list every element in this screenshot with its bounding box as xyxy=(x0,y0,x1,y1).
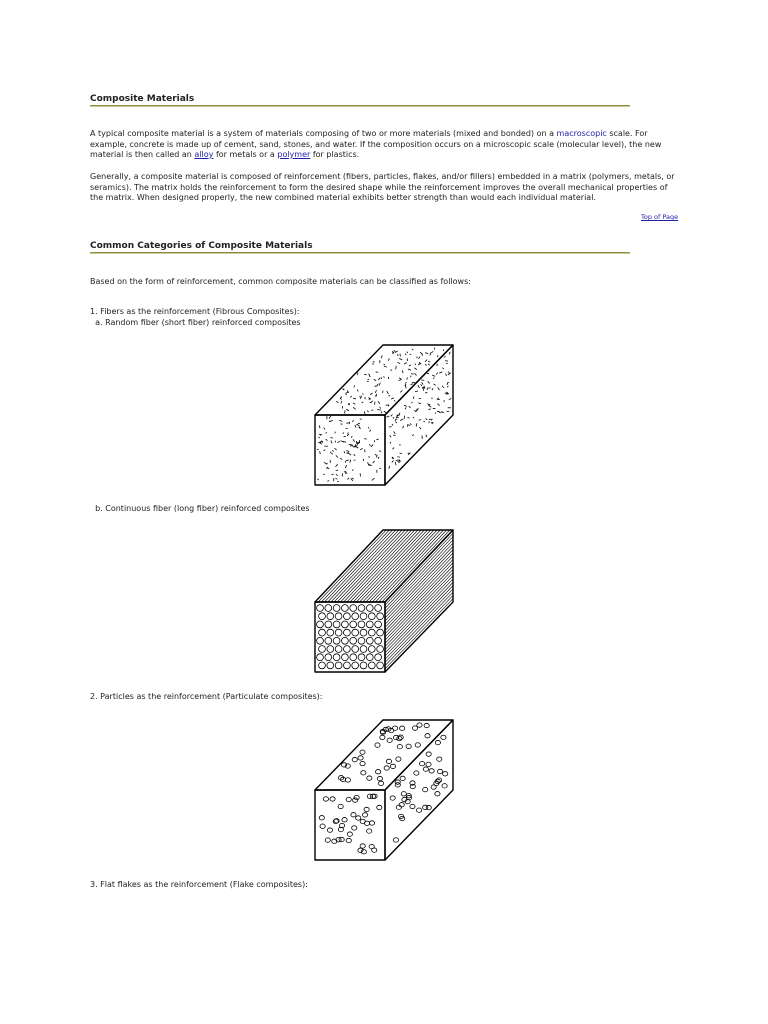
item-continuous-fiber: b. Continuous fiber (long fiber) reinforced composites xyxy=(90,504,310,513)
section-title-common-categories: Common Categories of Composite Materials xyxy=(90,241,313,251)
paragraph-intro: A typical composite material is a system of materials composing of two or more materials (mixed and bonded) on a macroscopic scale. For example, concrete is made up of cement, sand, stones, and water. If the composition occurs on a microscopic scale (molecular level), the new material is then called an alloy for metals or a polymer for plastics. xyxy=(90,129,662,159)
item-random-fiber: a. Random fiber (short fiber) reinforced composites xyxy=(90,318,301,327)
random-short-fiber-cube-diagram xyxy=(310,340,460,490)
categories-intro: Based on the form of reinforcement, common composite materials can be classified as follows: xyxy=(90,277,471,286)
continuous-long-fiber-cube-diagram xyxy=(310,526,460,676)
item-flake-composites: 3. Flat flakes as the reinforcement (Flake composites): xyxy=(90,880,308,889)
section-divider xyxy=(90,105,630,107)
section-title-composite-materials: Composite Materials xyxy=(90,94,195,104)
item-particulate-composites: 2. Particles as the reinforcement (Particulate composites): xyxy=(90,692,323,701)
top-of-page-link[interactable]: Top of Page xyxy=(641,213,679,221)
item-fibrous-composites: 1. Fibers as the reinforcement (Fibrous Composites): xyxy=(90,307,300,316)
alloy-link[interactable]: alloy xyxy=(194,150,214,159)
particulate-cube-diagram xyxy=(310,714,460,864)
polymer-link[interactable]: polymer xyxy=(277,150,311,159)
macroscopic-link[interactable]: macroscopic xyxy=(556,129,607,138)
section-divider xyxy=(90,252,630,254)
paragraph-general: Generally, a composite material is composed of reinforcement (fibers, particles, flakes, and/or fillers) embedded in a matrix (polymers, metals, or seramics). The matrix holds the reinforcement to form the desired shape while the reinforcement improves the overall mechanical properties of the matrix. When designed properly, the new combined material exhibits better strength than would each individual material. xyxy=(90,172,675,202)
